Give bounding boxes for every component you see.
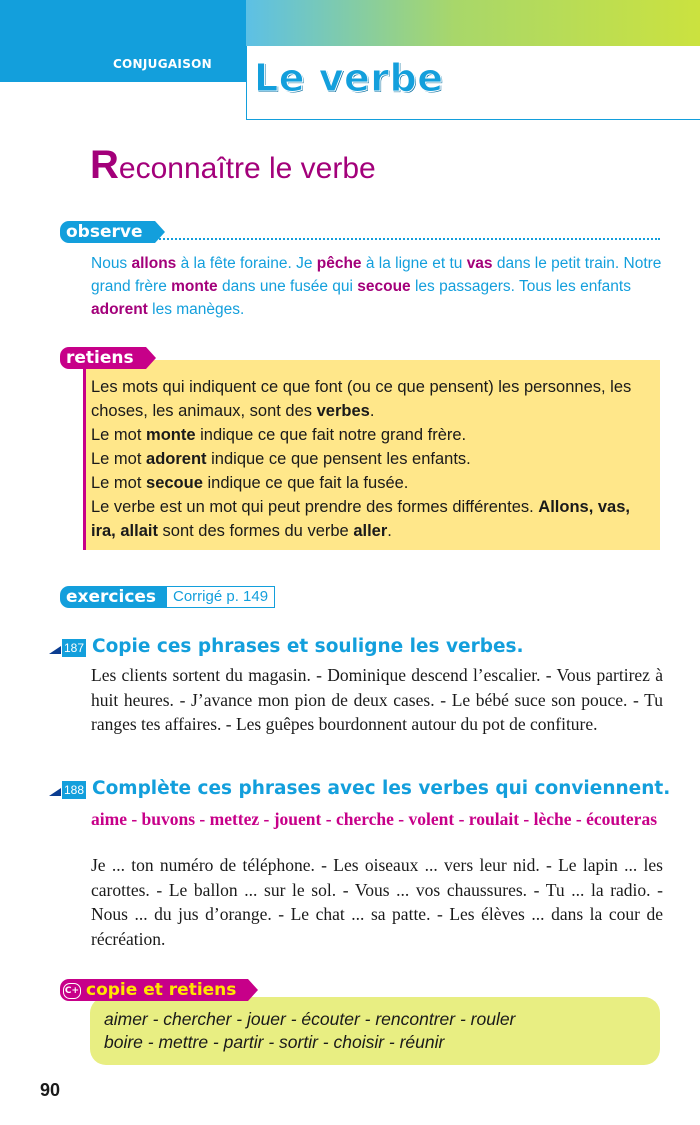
section-label: CONJUGAISON <box>112 57 212 71</box>
retiens-line: Le mot secoue indique ce que fait la fusée. <box>91 474 409 492</box>
lesson-title <box>90 143 376 188</box>
bold-word: aller <box>353 522 388 540</box>
bold-word: pêche <box>316 255 362 272</box>
bold-word: adorent <box>91 301 148 318</box>
retiens-line: Les mots qui indiquent ce que font (ou ce que pensent) les personnes, les choses, les animaux, sont des verbes. <box>91 378 632 420</box>
observe-dotted-line <box>152 238 660 240</box>
bold-word: allons <box>131 255 177 272</box>
exercise-number: 188 <box>63 783 85 797</box>
copie-line: aimer - chercher - jouer - écouter - rencontrer - rouler <box>104 1009 516 1029</box>
exercise-flag-icon <box>49 788 61 796</box>
copie-text <box>104 1008 654 1054</box>
retiens-line: Le verbe est un mot qui peut prendre des formes différentes. Allons, vas, ira, allait sont des formes du verbe aller. <box>91 498 630 540</box>
copy-icon: C+ <box>63 983 81 999</box>
exercise-body: Je ... ton numéro de téléphone. - Les oiseaux ... vers leur nid. - Le lapin ... les carottes. - Le ballon ... sur le sol. - Vous ... vos chaussures. - Tu ... la radio. - Nous ... du jus d’orange. - Le chat ... sa patte. - Les élèves ... dans la cour de récréation. <box>91 855 663 949</box>
copie-line: boire - mettre - partir - sortir - choisir - réunir <box>104 1032 445 1052</box>
lesson-title-rest: econnaître le verbe <box>118 152 376 185</box>
word-bank: aime - buvons - mettez - jouent - cherche - volent - roulait - lèche - écouteras <box>91 809 658 829</box>
exercise-title: Copie ces phrases et souligne les verbes. <box>92 636 524 657</box>
copie-tag: copie et retiens <box>60 979 248 1001</box>
exercise-body: Les clients sortent du magasin. - Dominique descend l’escalier. - Vous partirez à huit heures. - J’avance mon pion de deux cases. - Le bébé suce son pouce. - Tu ranges tes affaires. - Les guêpes bourdonnent autour du pot de confiture. <box>91 665 663 734</box>
page-number: 90 <box>40 1080 61 1100</box>
corrige-reference: Corrigé p. 149 <box>166 586 275 608</box>
exercise-number: 187 <box>63 641 85 655</box>
bold-word: secoue <box>357 278 411 295</box>
bold-word: Allons, vas, ira, allait <box>91 498 630 540</box>
bold-word: verbes <box>316 402 370 420</box>
lesson-title-initial: R <box>90 143 119 187</box>
retiens-line: Le mot adorent indique ce que pensent les enfants. <box>91 450 471 468</box>
exercise-title: Complète ces phrases avec les verbes qui conviennent. <box>92 778 671 799</box>
exercise-flag-icon <box>49 646 61 654</box>
chapter-title: Le verbe <box>254 56 444 100</box>
bold-word: monte <box>146 426 196 444</box>
bold-word: adorent <box>146 450 207 468</box>
bold-word: vas <box>466 255 493 272</box>
exercices-tag: exercices <box>60 586 168 608</box>
retiens-line: Le mot monte indique ce que fait notre grand frère. <box>91 426 467 444</box>
observe-paragraph: Nous allons à la fête foraine. Je pêche à la ligne et tu vas dans le petit train. Notre grand frère monte dans une fusée qui secoue les passagers. Tous les enfants adorent les manèges. <box>91 255 662 318</box>
retiens-text <box>91 375 657 543</box>
bold-word: monte <box>171 278 218 295</box>
observe-tag: observe <box>60 221 155 243</box>
bold-word: secoue <box>146 474 203 492</box>
retiens-tag: retiens <box>60 347 146 369</box>
